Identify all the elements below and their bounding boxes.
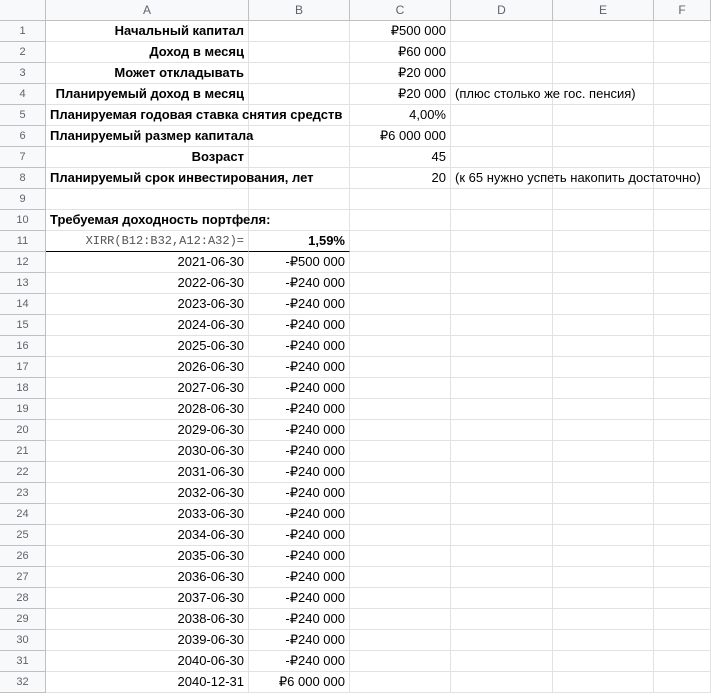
sheet-row bbox=[0, 420, 711, 441]
row-header[interactable]: 22 bbox=[0, 462, 46, 483]
cell-c12[interactable] bbox=[350, 252, 451, 273]
row-header[interactable]: 24 bbox=[0, 504, 46, 525]
row-header[interactable]: 12 bbox=[0, 252, 46, 273]
cell-e21[interactable] bbox=[553, 441, 654, 462]
cell-e27[interactable] bbox=[553, 567, 654, 588]
cell-e28[interactable] bbox=[553, 588, 654, 609]
cell-c16[interactable] bbox=[350, 336, 451, 357]
cell-f26[interactable] bbox=[654, 546, 711, 567]
cell-b26[interactable]: -₽240 000 bbox=[249, 546, 350, 567]
row-header[interactable]: 9 bbox=[0, 189, 46, 210]
cell-e13[interactable] bbox=[553, 273, 654, 294]
cell-a17[interactable]: 2026-06-30 bbox=[46, 357, 249, 378]
cell-b14[interactable]: -₽240 000 bbox=[249, 294, 350, 315]
cell-d4[interactable]: (плюс столько же гос. пенсия) bbox=[451, 84, 553, 105]
cell-e31[interactable] bbox=[553, 651, 654, 672]
cell-b20[interactable]: -₽240 000 bbox=[249, 420, 350, 441]
row-header[interactable]: 20 bbox=[0, 420, 46, 441]
cell-b6[interactable] bbox=[249, 126, 350, 147]
row-header[interactable]: 23 bbox=[0, 483, 46, 504]
cell-b22[interactable]: -₽240 000 bbox=[249, 462, 350, 483]
cell-e23[interactable] bbox=[553, 483, 654, 504]
row-header[interactable]: 4 bbox=[0, 84, 46, 105]
cell-c23[interactable] bbox=[350, 483, 451, 504]
cell-c19[interactable] bbox=[350, 399, 451, 420]
row-header[interactable]: 6 bbox=[0, 126, 46, 147]
cell-c17[interactable] bbox=[350, 357, 451, 378]
row-header[interactable]: 32 bbox=[0, 672, 46, 693]
cell-a4[interactable]: Планируемый доход в месяц bbox=[46, 84, 249, 105]
cell-d17[interactable] bbox=[451, 357, 553, 378]
cell-c20[interactable] bbox=[350, 420, 451, 441]
cell-b17[interactable]: -₽240 000 bbox=[249, 357, 350, 378]
cell-b25[interactable]: -₽240 000 bbox=[249, 525, 350, 546]
cell-c30[interactable] bbox=[350, 630, 451, 651]
cell-e6[interactable] bbox=[553, 126, 654, 147]
sheet-row bbox=[0, 609, 711, 630]
sheet-row bbox=[0, 189, 711, 210]
sheet-row bbox=[0, 84, 711, 105]
row-header[interactable]: 21 bbox=[0, 441, 46, 462]
row-header[interactable]: 10 bbox=[0, 210, 46, 231]
column-header-d[interactable]: D bbox=[451, 0, 553, 21]
cell-c1[interactable]: ₽500 000 bbox=[350, 21, 451, 42]
column-header-b[interactable]: B bbox=[249, 0, 350, 21]
cell-f19[interactable] bbox=[654, 399, 711, 420]
row-header[interactable]: 19 bbox=[0, 399, 46, 420]
cell-a1[interactable]: Начальный капитал bbox=[46, 21, 249, 42]
cell-d28[interactable] bbox=[451, 588, 553, 609]
cell-b8[interactable] bbox=[249, 168, 350, 189]
cell-b24[interactable]: -₽240 000 bbox=[249, 504, 350, 525]
cell-a10[interactable]: Требуемая доходность портфеля: bbox=[46, 210, 249, 231]
cell-f14[interactable] bbox=[654, 294, 711, 315]
row-header[interactable]: 28 bbox=[0, 588, 46, 609]
sheet-row bbox=[0, 273, 711, 294]
row-header[interactable]: 3 bbox=[0, 63, 46, 84]
cell-c14[interactable] bbox=[350, 294, 451, 315]
cell-f27[interactable] bbox=[654, 567, 711, 588]
cell-f16[interactable] bbox=[654, 336, 711, 357]
sheet-row bbox=[0, 147, 711, 168]
sheet-row bbox=[0, 231, 711, 252]
cell-b3[interactable] bbox=[249, 63, 350, 84]
sheet-row bbox=[0, 399, 711, 420]
sheet-row bbox=[0, 441, 711, 462]
cell-d5[interactable] bbox=[451, 105, 553, 126]
cell-f17[interactable] bbox=[654, 357, 711, 378]
cell-c32[interactable] bbox=[350, 672, 451, 693]
cell-e18[interactable] bbox=[553, 378, 654, 399]
sheet-row bbox=[0, 504, 711, 525]
sheet-row bbox=[0, 483, 711, 504]
cell-e26[interactable] bbox=[553, 546, 654, 567]
column-header-c[interactable]: C bbox=[350, 0, 451, 21]
cell-d12[interactable] bbox=[451, 252, 553, 273]
cell-a30[interactable]: 2039-06-30 bbox=[46, 630, 249, 651]
cell-f10[interactable] bbox=[654, 210, 711, 231]
sheet-row bbox=[0, 357, 711, 378]
cell-a32[interactable]: 2040-12-31 bbox=[46, 672, 249, 693]
cell-e24[interactable] bbox=[553, 504, 654, 525]
cell-a5[interactable]: Планируемая годовая ставка снятия средств bbox=[46, 105, 249, 126]
cell-b16[interactable]: -₽240 000 bbox=[249, 336, 350, 357]
cell-d2[interactable] bbox=[451, 42, 553, 63]
cell-d20[interactable] bbox=[451, 420, 553, 441]
cell-a31[interactable]: 2040-06-30 bbox=[46, 651, 249, 672]
cell-e14[interactable] bbox=[553, 294, 654, 315]
cell-e22[interactable] bbox=[553, 462, 654, 483]
sheet-row bbox=[0, 462, 711, 483]
row-header[interactable]: 26 bbox=[0, 546, 46, 567]
cell-a27[interactable]: 2036-06-30 bbox=[46, 567, 249, 588]
cell-d29[interactable] bbox=[451, 609, 553, 630]
cell-e9[interactable] bbox=[553, 189, 654, 210]
cell-c4[interactable]: ₽20 000 bbox=[350, 84, 451, 105]
cell-e12[interactable] bbox=[553, 252, 654, 273]
cell-f29[interactable] bbox=[654, 609, 711, 630]
cell-d19[interactable] bbox=[451, 399, 553, 420]
cell-b12[interactable]: -₽500 000 bbox=[249, 252, 350, 273]
cell-a15[interactable]: 2024-06-30 bbox=[46, 315, 249, 336]
row-header[interactable]: 27 bbox=[0, 567, 46, 588]
row-header[interactable]: 30 bbox=[0, 630, 46, 651]
cell-c8[interactable]: 20 bbox=[350, 168, 451, 189]
cell-b11[interactable]: 1,59% bbox=[249, 231, 350, 252]
cell-a26[interactable]: 2035-06-30 bbox=[46, 546, 249, 567]
cell-d10[interactable] bbox=[451, 210, 553, 231]
cell-d6[interactable] bbox=[451, 126, 553, 147]
cell-e17[interactable] bbox=[553, 357, 654, 378]
cell-f5[interactable] bbox=[654, 105, 711, 126]
cell-b9[interactable] bbox=[249, 189, 350, 210]
cell-a19[interactable]: 2028-06-30 bbox=[46, 399, 249, 420]
cell-e10[interactable] bbox=[553, 210, 654, 231]
cell-f21[interactable] bbox=[654, 441, 711, 462]
cell-a12[interactable]: 2021-06-30 bbox=[46, 252, 249, 273]
cell-b32[interactable]: ₽6 000 000 bbox=[249, 672, 350, 693]
cell-c22[interactable] bbox=[350, 462, 451, 483]
cell-a16[interactable]: 2025-06-30 bbox=[46, 336, 249, 357]
sheet-row bbox=[0, 336, 711, 357]
cell-b27[interactable]: -₽240 000 bbox=[249, 567, 350, 588]
cell-f9[interactable] bbox=[654, 189, 711, 210]
row-header[interactable]: 5 bbox=[0, 105, 46, 126]
cell-f7[interactable] bbox=[654, 147, 711, 168]
cell-e1[interactable] bbox=[553, 21, 654, 42]
cell-f18[interactable] bbox=[654, 378, 711, 399]
sheet-row bbox=[0, 651, 711, 672]
cell-e19[interactable] bbox=[553, 399, 654, 420]
row-header[interactable]: 16 bbox=[0, 336, 46, 357]
cell-c7[interactable]: 45 bbox=[350, 147, 451, 168]
sheet-row bbox=[0, 546, 711, 567]
cell-f30[interactable] bbox=[654, 630, 711, 651]
row-header[interactable]: 8 bbox=[0, 168, 46, 189]
cell-b4[interactable] bbox=[249, 84, 350, 105]
cell-c27[interactable] bbox=[350, 567, 451, 588]
sheet-row bbox=[0, 567, 711, 588]
sheet-row bbox=[0, 252, 711, 273]
cell-a7[interactable]: Возраст bbox=[46, 147, 249, 168]
cell-f3[interactable] bbox=[654, 63, 711, 84]
cell-f6[interactable] bbox=[654, 126, 711, 147]
column-header-a[interactable]: A bbox=[46, 0, 249, 21]
cell-f28[interactable] bbox=[654, 588, 711, 609]
cell-c3[interactable]: ₽20 000 bbox=[350, 63, 451, 84]
cell-b2[interactable] bbox=[249, 42, 350, 63]
cell-d8[interactable]: (к 65 нужно успеть накопить достаточно) bbox=[451, 168, 553, 189]
cell-b13[interactable]: -₽240 000 bbox=[249, 273, 350, 294]
cell-b7[interactable] bbox=[249, 147, 350, 168]
cell-c6[interactable]: ₽6 000 000 bbox=[350, 126, 451, 147]
row-header[interactable]: 11 bbox=[0, 231, 46, 252]
cell-e3[interactable] bbox=[553, 63, 654, 84]
cell-d9[interactable] bbox=[451, 189, 553, 210]
cell-d7[interactable] bbox=[451, 147, 553, 168]
cell-c10[interactable] bbox=[350, 210, 451, 231]
cell-f20[interactable] bbox=[654, 420, 711, 441]
cell-e25[interactable] bbox=[553, 525, 654, 546]
cell-b29[interactable]: -₽240 000 bbox=[249, 609, 350, 630]
sheet-row bbox=[0, 588, 711, 609]
cell-a29[interactable]: 2038-06-30 bbox=[46, 609, 249, 630]
cell-a23[interactable]: 2032-06-30 bbox=[46, 483, 249, 504]
cell-a13[interactable]: 2022-06-30 bbox=[46, 273, 249, 294]
row-header[interactable]: 1 bbox=[0, 21, 46, 42]
sheet-row bbox=[0, 126, 711, 147]
sheet-row bbox=[0, 630, 711, 651]
sheet-row bbox=[0, 63, 711, 84]
cell-d11[interactable] bbox=[451, 231, 553, 252]
cell-a25[interactable]: 2034-06-30 bbox=[46, 525, 249, 546]
cell-c9[interactable] bbox=[350, 189, 451, 210]
cell-e20[interactable] bbox=[553, 420, 654, 441]
sheet-row bbox=[0, 21, 711, 42]
cell-f23[interactable] bbox=[654, 483, 711, 504]
cell-f32[interactable] bbox=[654, 672, 711, 693]
cell-d25[interactable] bbox=[451, 525, 553, 546]
cell-b10[interactable] bbox=[249, 210, 350, 231]
cell-b15[interactable]: -₽240 000 bbox=[249, 315, 350, 336]
sheet-row bbox=[0, 525, 711, 546]
cell-d23[interactable] bbox=[451, 483, 553, 504]
cell-b31[interactable]: -₽240 000 bbox=[249, 651, 350, 672]
sheet-row bbox=[0, 672, 711, 693]
row-header[interactable]: 17 bbox=[0, 357, 46, 378]
cell-e16[interactable] bbox=[553, 336, 654, 357]
cell-a21[interactable]: 2030-06-30 bbox=[46, 441, 249, 462]
column-header-e[interactable]: E bbox=[553, 0, 654, 21]
select-all-corner[interactable] bbox=[0, 0, 46, 21]
cell-a2[interactable]: Доход в месяц bbox=[46, 42, 249, 63]
row-header[interactable]: 14 bbox=[0, 294, 46, 315]
cell-f22[interactable] bbox=[654, 462, 711, 483]
cell-d3[interactable] bbox=[451, 63, 553, 84]
row-header[interactable]: 25 bbox=[0, 525, 46, 546]
sheet-row bbox=[0, 378, 711, 399]
row-header[interactable]: 29 bbox=[0, 609, 46, 630]
sheet-row bbox=[0, 105, 711, 126]
sheet-row bbox=[0, 210, 711, 231]
cell-f13[interactable] bbox=[654, 273, 711, 294]
cell-f1[interactable] bbox=[654, 21, 711, 42]
cell-a24[interactable]: 2033-06-30 bbox=[46, 504, 249, 525]
cell-d14[interactable] bbox=[451, 294, 553, 315]
cell-a18[interactable]: 2027-06-30 bbox=[46, 378, 249, 399]
cell-d24[interactable] bbox=[451, 504, 553, 525]
cell-c2[interactable]: ₽60 000 bbox=[350, 42, 451, 63]
cell-a28[interactable]: 2037-06-30 bbox=[46, 588, 249, 609]
row-header[interactable]: 31 bbox=[0, 651, 46, 672]
sheet-row bbox=[0, 294, 711, 315]
cell-c25[interactable] bbox=[350, 525, 451, 546]
cell-d1[interactable] bbox=[451, 21, 553, 42]
cell-d27[interactable] bbox=[451, 567, 553, 588]
cell-d32[interactable] bbox=[451, 672, 553, 693]
cell-f25[interactable] bbox=[654, 525, 711, 546]
cell-e5[interactable] bbox=[553, 105, 654, 126]
cell-d22[interactable] bbox=[451, 462, 553, 483]
cell-d16[interactable] bbox=[451, 336, 553, 357]
cell-a20[interactable]: 2029-06-30 bbox=[46, 420, 249, 441]
cell-b19[interactable]: -₽240 000 bbox=[249, 399, 350, 420]
cell-b28[interactable]: -₽240 000 bbox=[249, 588, 350, 609]
cell-e2[interactable] bbox=[553, 42, 654, 63]
cell-b18[interactable]: -₽240 000 bbox=[249, 378, 350, 399]
cell-c15[interactable] bbox=[350, 315, 451, 336]
cell-e32[interactable] bbox=[553, 672, 654, 693]
cell-a9[interactable] bbox=[46, 189, 249, 210]
row-header[interactable]: 18 bbox=[0, 378, 46, 399]
cell-f11[interactable] bbox=[654, 231, 711, 252]
cell-c24[interactable] bbox=[350, 504, 451, 525]
sheet-row bbox=[0, 315, 711, 336]
cell-f2[interactable] bbox=[654, 42, 711, 63]
cell-e11[interactable] bbox=[553, 231, 654, 252]
sheet-row bbox=[0, 42, 711, 63]
cell-a22[interactable]: 2031-06-30 bbox=[46, 462, 249, 483]
cell-c18[interactable] bbox=[350, 378, 451, 399]
cell-b23[interactable]: -₽240 000 bbox=[249, 483, 350, 504]
cell-a11[interactable]: XIRR(B12:B32,A12:A32)= bbox=[46, 231, 249, 252]
row-header[interactable]: 15 bbox=[0, 315, 46, 336]
cell-f15[interactable] bbox=[654, 315, 711, 336]
cell-f12[interactable] bbox=[654, 252, 711, 273]
row-header[interactable]: 7 bbox=[0, 147, 46, 168]
cell-c29[interactable] bbox=[350, 609, 451, 630]
cell-b21[interactable]: -₽240 000 bbox=[249, 441, 350, 462]
cell-d30[interactable] bbox=[451, 630, 553, 651]
sheet-row bbox=[0, 168, 711, 189]
cell-f4[interactable] bbox=[654, 84, 711, 105]
cell-f24[interactable] bbox=[654, 504, 711, 525]
cell-a6[interactable]: Планируемый размер капитала bbox=[46, 126, 249, 147]
row-header[interactable]: 13 bbox=[0, 273, 46, 294]
cell-b5[interactable] bbox=[249, 105, 350, 126]
cell-b1[interactable] bbox=[249, 21, 350, 42]
cell-f31[interactable] bbox=[654, 651, 711, 672]
cell-c5[interactable]: 4,00% bbox=[350, 105, 451, 126]
cell-a8[interactable]: Планируемый срок инвестирования, лет bbox=[46, 168, 249, 189]
cell-d31[interactable] bbox=[451, 651, 553, 672]
cell-c13[interactable] bbox=[350, 273, 451, 294]
cell-d13[interactable] bbox=[451, 273, 553, 294]
cell-e29[interactable] bbox=[553, 609, 654, 630]
cell-e7[interactable] bbox=[553, 147, 654, 168]
cell-d18[interactable] bbox=[451, 378, 553, 399]
cell-a14[interactable]: 2023-06-30 bbox=[46, 294, 249, 315]
cell-e15[interactable] bbox=[553, 315, 654, 336]
cell-c21[interactable] bbox=[350, 441, 451, 462]
cell-d21[interactable] bbox=[451, 441, 553, 462]
cell-a3[interactable]: Может откладывать bbox=[46, 63, 249, 84]
cell-c26[interactable] bbox=[350, 546, 451, 567]
cell-b30[interactable]: -₽240 000 bbox=[249, 630, 350, 651]
cell-c31[interactable] bbox=[350, 651, 451, 672]
cell-e30[interactable] bbox=[553, 630, 654, 651]
column-header-f[interactable]: F bbox=[654, 0, 711, 21]
cell-d15[interactable] bbox=[451, 315, 553, 336]
cell-c28[interactable] bbox=[350, 588, 451, 609]
row-header[interactable]: 2 bbox=[0, 42, 46, 63]
cell-d26[interactable] bbox=[451, 546, 553, 567]
cell-c11[interactable] bbox=[350, 231, 451, 252]
